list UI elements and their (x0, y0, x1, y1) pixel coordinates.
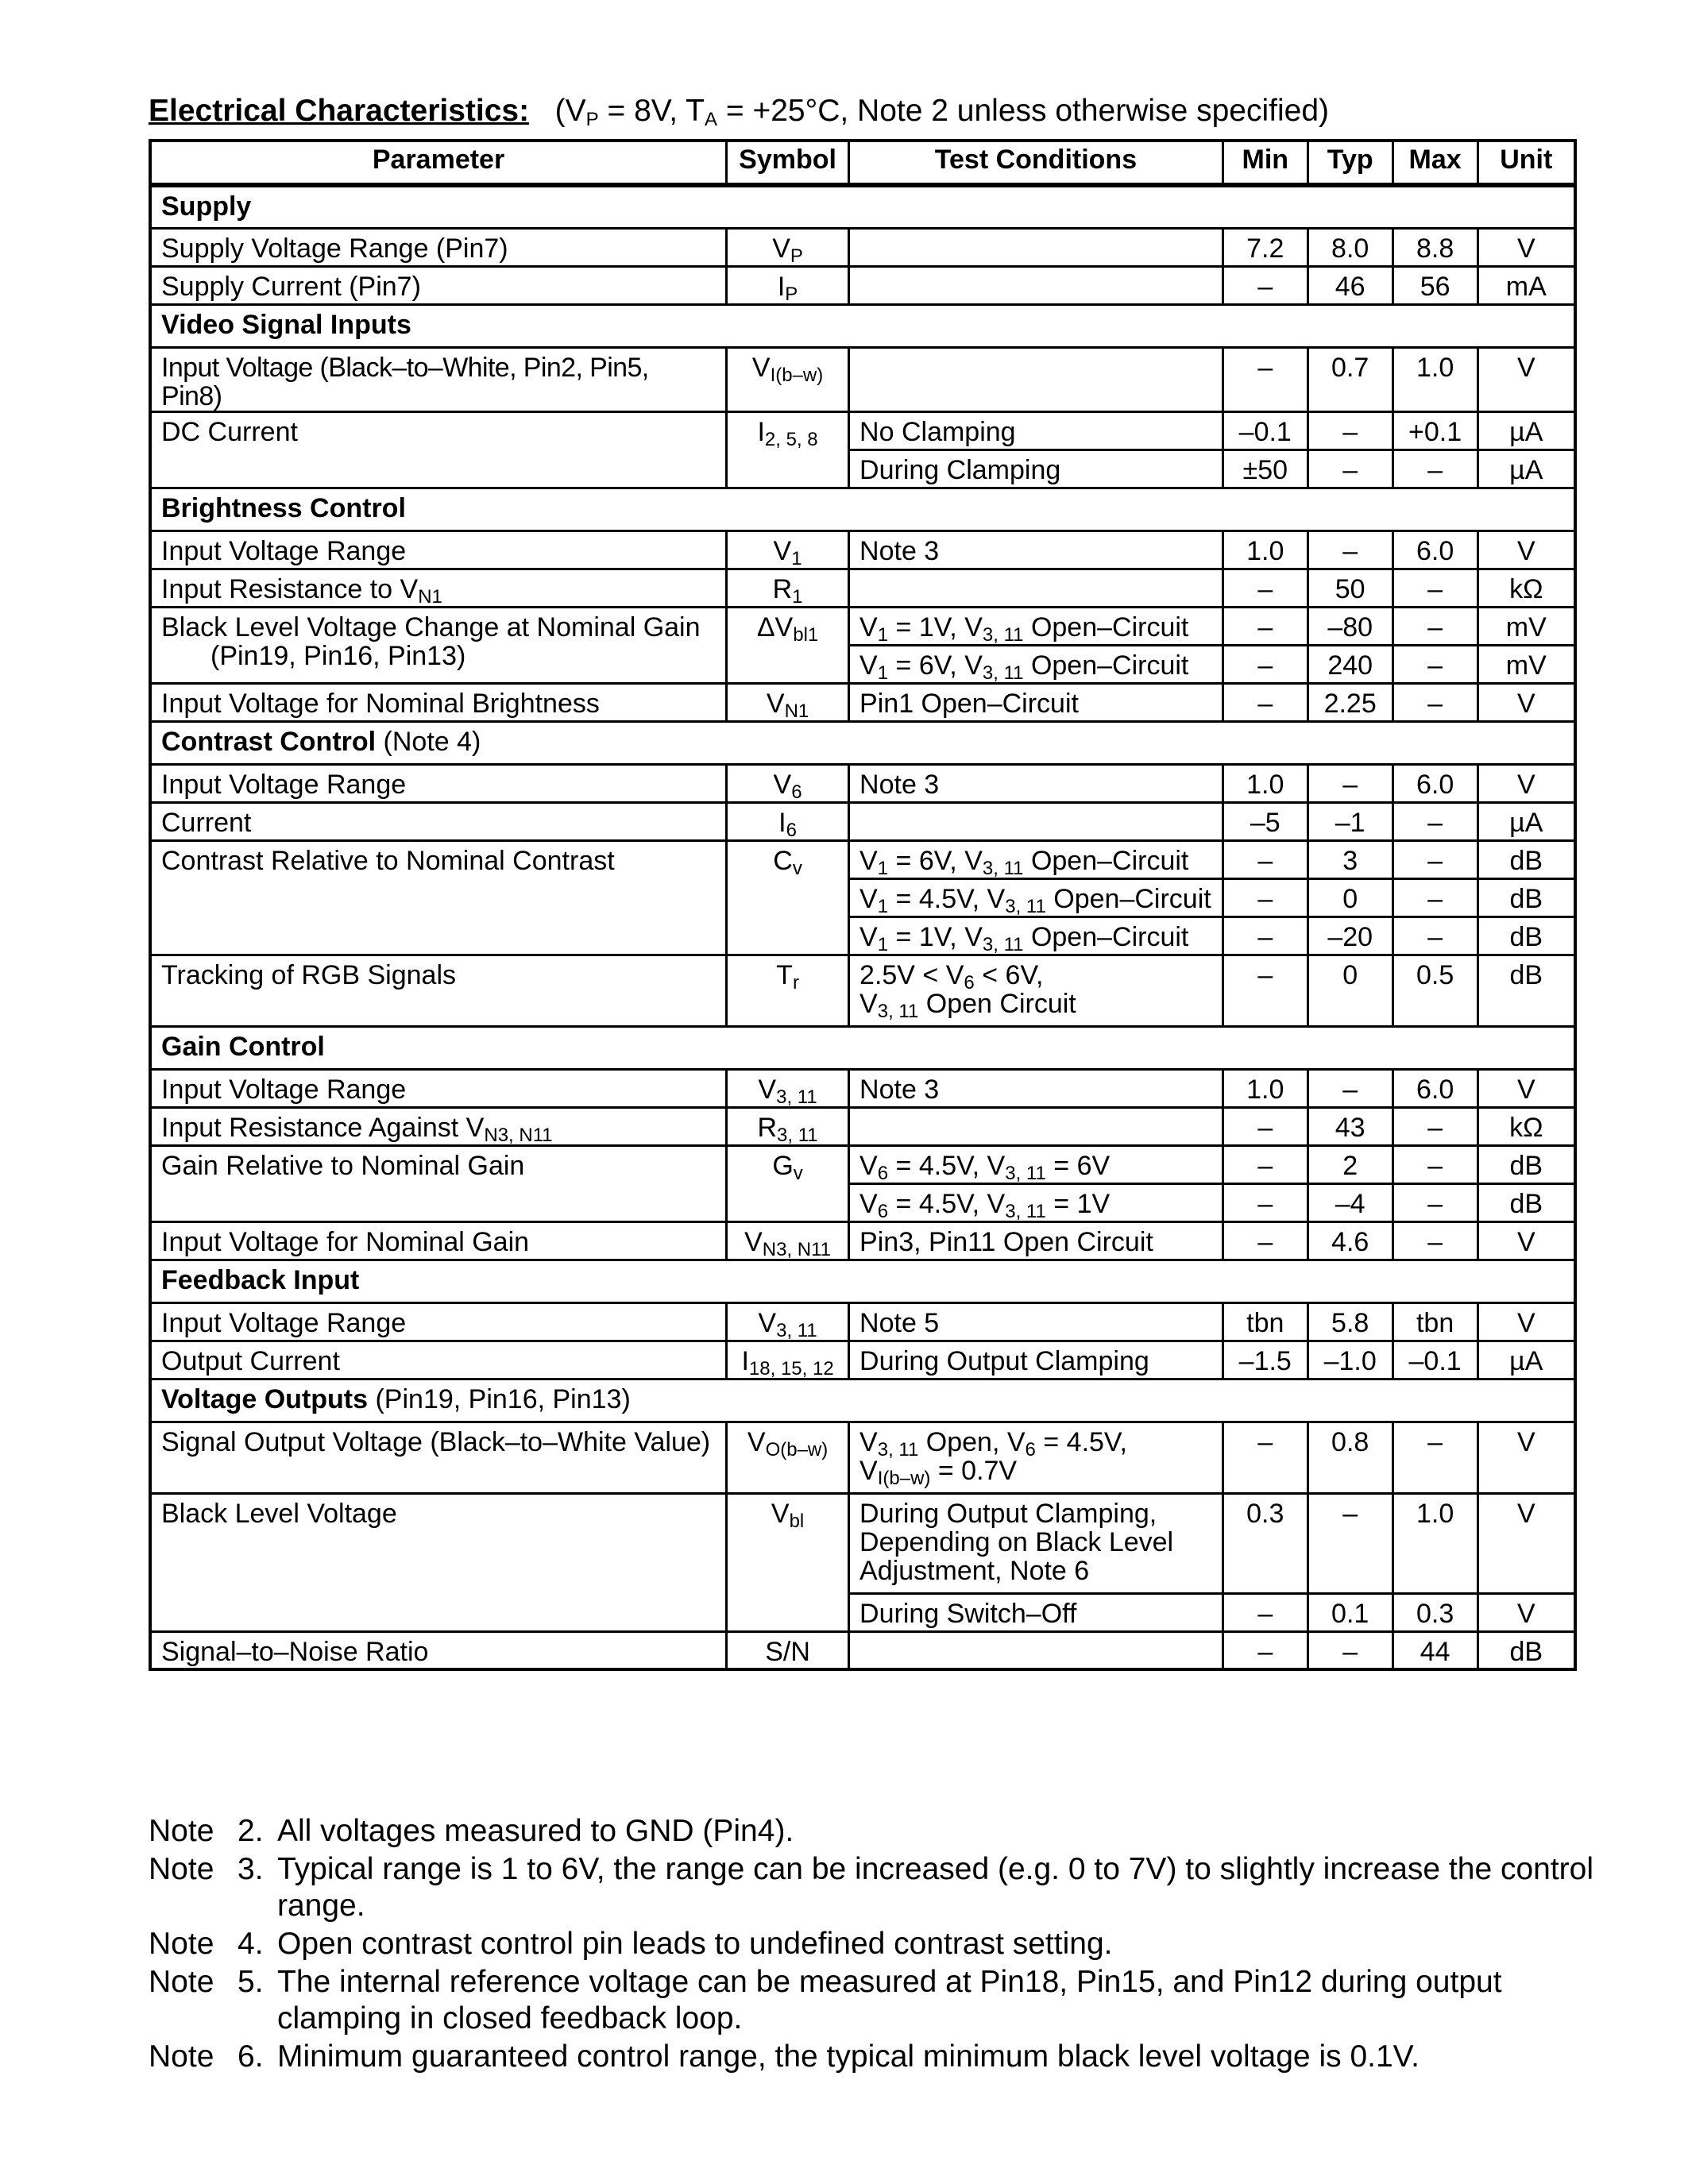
table-row: During Clamping ±50 – – µA (150, 450, 1575, 488)
table-row: Supply Voltage Range (Pin7) $V_P$ 7.2 8.0 8.8 V (150, 228, 1575, 266)
table-row: Supply Current (Pin7) $I_P$ – 46 56 mA (150, 266, 1575, 304)
heading-conditions: ($V_P = 8V$, $T_A = +25^\circ C$, Note 2 unless otherwise specified) (554, 94, 1330, 130)
col-header: Symbol (727, 141, 849, 185)
table-row: Input Voltage (Black–to–White, Pin2, Pin5, Pin8) $V_{I(b-w)}$ – 0.7 1.0 V (150, 347, 1575, 411)
table-row: Gain Relative to Nominal Gain $G_v$ $V_6 = 4.5V$, $V_{3, 11} = 6V$ – 2 – dB (150, 1145, 1575, 1183)
section-row-feedback: Feedback Input (150, 1260, 1575, 1302)
col-header: Typ (1308, 141, 1393, 185)
note-item: Note 4. Open contrast control pin leads to undefined contrast setting. (149, 1927, 1113, 1961)
table-row: Tracking of RGB Signals $T_r$ $2.5V < V_6 < 6V$, $V_{3, 11}$ Open Circuit – 0 0.5 dB (150, 955, 1575, 1026)
electrical-characteristics-table (149, 139, 1577, 1671)
note-item: Note 3. Typical range is 1 to 6V, the range can be increased (e.g. 0 to 7V) to slightly increase the control range. (149, 1852, 1594, 1923)
table-row: Input Voltage Range $V_1$ Note 3 1.0 – 6.0 V (150, 531, 1575, 569)
section-row-video: Video Signal Inputs (150, 304, 1575, 347)
table-row: Input Resistance to $V_{N1}$ $R_1$ – 50 – kΩ (150, 569, 1575, 607)
table-header-row (150, 141, 1575, 185)
section-row-contrast: Contrast Control (Note 4) (150, 721, 1575, 764)
table-row: During Switch–Off – 0.1 0.3 V (150, 1593, 1575, 1631)
table-row: $V_1 = 4.5V$, $V_{3, 11}$ Open–Circuit – 0 – dB (150, 878, 1575, 916)
note-item: Note 2. All voltages measured to GND (Pin4). (149, 1814, 794, 1848)
section-row-brightness: Brightness Control (150, 488, 1575, 531)
col-header: Unit (1477, 141, 1575, 185)
table-row: Signal Output Voltage (Black–to–White Value) $V_{O(b-w)}$ $V_{3, 11}$ Open, $V_6 = 4.5V$, $V_{I(b-w)} = 0.7V$ – 0.8 – V (150, 1422, 1575, 1493)
table-row: Input Voltage Range $V_6$ Note 3 1.0 – 6.0 V (150, 764, 1575, 802)
section-row-supply: Supply (150, 185, 1575, 228)
note-item: Note 5. The internal reference voltage can be measured at Pin18, Pin15, and Pin12 during output clamping in closed feedback loop. (149, 1965, 1502, 2035)
col-header: Max (1393, 141, 1477, 185)
table-row: Signal–to–Noise Ratio S/N – – 44 dB (150, 1631, 1575, 1669)
table-row: $V_1 = 1V$, $V_{3, 11}$ Open–Circuit – –20 – dB (150, 916, 1575, 955)
table-row: Input Resistance Against $V_{N3, N11}$ $R_{3, 11}$ – 43 – kΩ (150, 1107, 1575, 1145)
table-row: Output Current $I_{18, 15, 12}$ During Output Clamping –1.5 –1.0 –0.1 µA (150, 1341, 1575, 1379)
heading-title: Electrical Characteristics: (149, 94, 530, 128)
table-row: Black Level Voltage $V_{bl}$ During Output Clamping, Depending on Black Level Adjustment, Note 6 0.3 – 1.0 V (150, 1493, 1575, 1593)
col-header: Parameter (150, 141, 727, 185)
table-row: Input Voltage for Nominal Brightness $V_{N1}$ Pin1 Open–Circuit – 2.25 – V (150, 683, 1575, 721)
table-row: Input Voltage Range $V_{3, 11}$ Note 5 tbn 5.8 tbn V (150, 1302, 1575, 1341)
notes-list (149, 1813, 1602, 2077)
note-item: Note 6. Minimum guaranteed control range, the typical minimum black level voltage is 0.1V. (149, 2039, 1420, 2074)
table-row: DC Current $I_{2, 5, 8}$ No Clamping –0.1 – +0.1 µA (150, 411, 1575, 450)
section-row-gain: Gain Control (150, 1026, 1575, 1069)
table-row: Input Voltage Range $V_{3, 11}$ Note 3 1.0 – 6.0 V (150, 1069, 1575, 1107)
table-row: $V_6 = 4.5V$, $V_{3, 11} = 1V$ – –4 – dB (150, 1183, 1575, 1221)
table-row: $V_1 = 6V$, $V_{3, 11}$ Open–Circuit – 240 – mV (150, 645, 1575, 683)
col-header: Test Conditions (849, 141, 1223, 185)
section-heading (149, 94, 1329, 129)
table-row: Input Voltage for Nominal Gain $V_{N3, N11}$ Pin3, Pin11 Open Circuit – 4.6 – V (150, 1221, 1575, 1260)
table-row: Black Level Voltage Change at Nominal Gain (Pin19, Pin16, Pin13) $\Delta V_{bl1}$ $V_1 = 1V$, $V_{3, 11}$ Open–Circuit – –80 – mV (150, 607, 1575, 645)
col-header: Min (1223, 141, 1308, 185)
section-row-voltage-outputs: Voltage Outputs (Pin19, Pin16, Pin13) (150, 1379, 1575, 1422)
table-row: Current $I_6$ –5 –1 – µA (150, 802, 1575, 840)
table-row: Contrast Relative to Nominal Contrast $C_v$ $V_1 = 6V$, $V_{3, 11}$ Open–Circuit – 3 – dB (150, 840, 1575, 878)
